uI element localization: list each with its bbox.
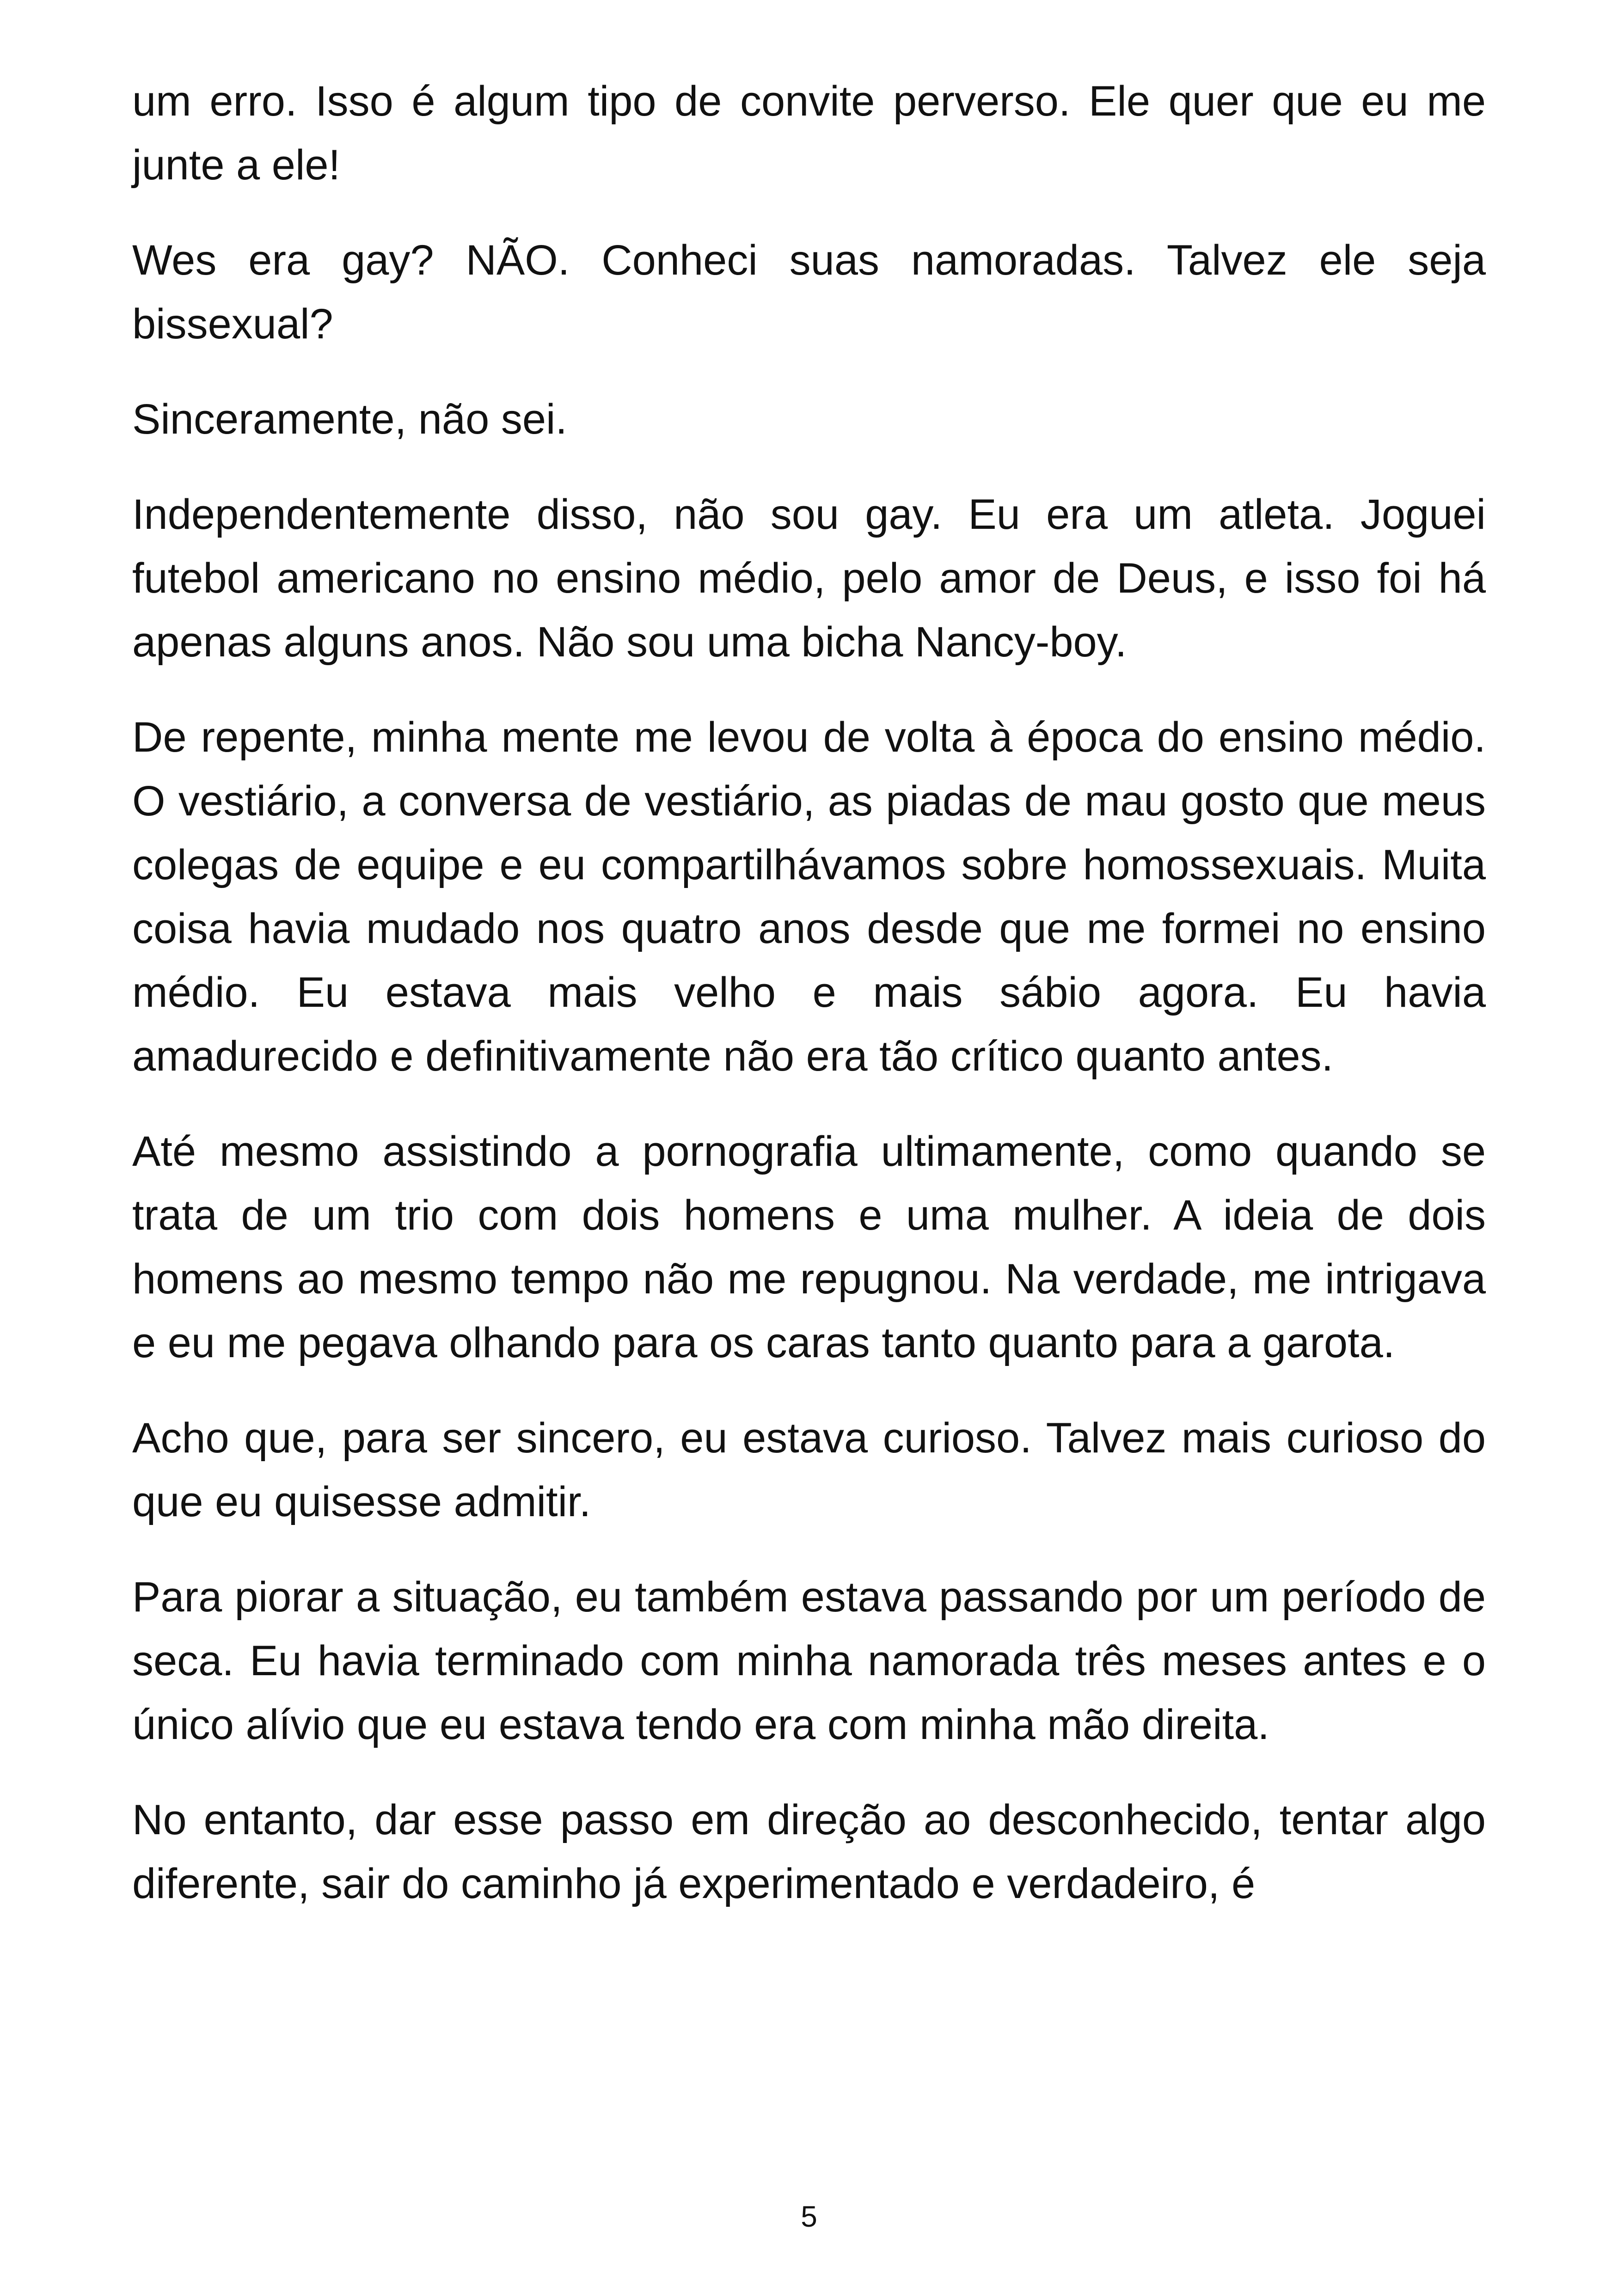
paragraph: um erro. Isso é algum tipo de convite perverso. Ele quer que eu me junte a ele!: [132, 78, 1486, 189]
paragraph: Acho que, para ser sincero, eu estava curioso. Talvez mais curioso do que eu quisesse admitir.: [132, 1414, 1486, 1525]
paragraph: De repente, minha mente me levou de volta à época do ensino médio. O vestiário, a conversa de vestiário, as piadas de mau gosto que meus colegas de equipe e eu compartilhávamos sobre homossexuais. Muita coisa havia mudado nos quatro anos desde que me formei no ensino médio. Eu estava mais velho e mais sábio agora. Eu havia amadurecido e definitivamente não era tão crítico quanto antes.: [132, 714, 1486, 1080]
paragraph: Sinceramente, não sei.: [132, 396, 567, 443]
body-text: [132, 69, 1486, 1916]
paragraph: No entanto, dar esse passo em direção ao desconhecido, tentar algo diferente, sair do caminho já experimentado e verdadeiro, é: [132, 1796, 1486, 1907]
paragraph: Independentemente disso, não sou gay. Eu era um atleta. Joguei futebol americano no ensino médio, pelo amor de Deus, e isso foi há apenas alguns anos. Não sou uma bicha Nancy-boy.: [132, 491, 1486, 666]
paragraph: Wes era gay? NÃO. Conheci suas namoradas. Talvez ele seja bissexual?: [132, 237, 1486, 348]
paragraph: Até mesmo assistindo a pornografia ultimamente, como quando se trata de um trio com dois homens e uma mulher. A ideia de dois homens ao mesmo tempo não me repugnou. Na verdade, me intrigava e eu me pegava olhando para os caras tanto quanto para a garota.: [132, 1128, 1486, 1366]
paragraph: Para piorar a situação, eu também estava passando por um período de seca. Eu havia terminado com minha namorada três meses antes e o único alívio que eu estava tendo era com minha mão direita.: [132, 1574, 1486, 1748]
page-number: 5: [801, 2200, 817, 2233]
